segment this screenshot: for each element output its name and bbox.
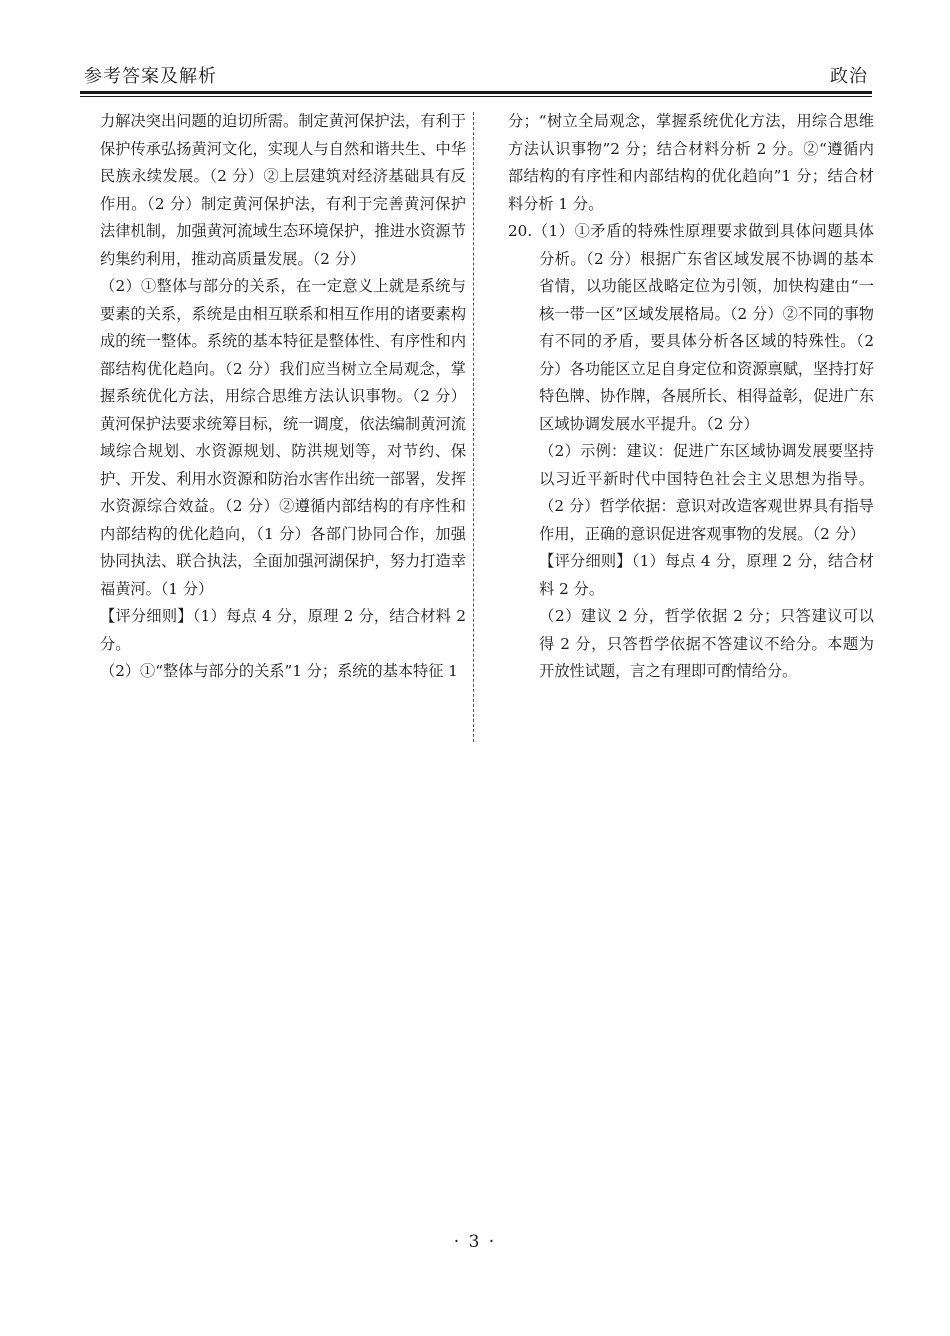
- page-header: [80, 60, 872, 90]
- paragraph: （2）建议 2 分，哲学依据 2 分；只答建议可以得 2 分，只答哲学依据不答建议不给分。本题为开放性试题，言之有理即可酌情给分。: [539, 607, 874, 680]
- left-column: [100, 108, 466, 686]
- column-divider: [473, 112, 474, 742]
- scoring-rules: 【评分细则】（1）每点 4 分，原理 2 分，结合材料 2 分。: [539, 552, 874, 598]
- paragraph: 力解决突出问题的迫切所需。制定黄河保护法，有利于保护传承弘扬黄河文化，实现人与自然和谐共生、中华民族永续发展。（2 分）②上层建筑对经济基础具有反作用。（2 分）制定黄河保护法，有利于完善黄河保护法律机制，加强黄河流域生态环境保护，推进水资源节约集约利用，推动高质量发展。（2 分）: [100, 112, 466, 268]
- paragraph: （2）示例：建议：促进广东区域协调发展要坚持以习近平新时代中国特色社会主义思想为指导。（2 分）哲学依据：意识对改造客观世界具有指导作用，正确的意识促进客观事物的发展。（2 分）: [539, 442, 874, 543]
- scoring-rules: 【评分细则】（1）每点 4 分，原理 2 分，结合材料 2 分。: [100, 607, 466, 653]
- right-column: [508, 108, 874, 686]
- header-rule-thick: [80, 91, 872, 94]
- paragraph: （2）①“整体与部分的关系”1 分；系统的基本特征 1: [100, 662, 458, 680]
- paragraph: 分；“树立全局观念，掌握系统优化方法，用综合思维方法认识事物”2 分；结合材料分析 2 分。②“遵循内部结构的有序性和内部结构的优化趋向”1 分；结合材料分析 1 分。: [508, 112, 874, 213]
- header-rule-thin: [80, 96, 872, 97]
- paragraph: （2）①整体与部分的关系，在一定意义上就是系统与要素的关系，系统是由相互联系和相互作用的诸要素构成的统一整体。系统的基本特征是整体性、有序性和内部结构优化趋向。（2 分）我们应当树立全局观念，掌握系统优化方法，用综合思维方法认识事物。（2 分）黄河保护法要求统筹目标，统一调度，依法编制黄河流域综合规划、水资源规划、防洪规划等，对节约、保护、开发、利用水资源和防治水害作出统一部署，发挥水资源综合效益。（2 分）②遵循内部结构的有序性和内部结构的优化趋向，（1 分）各部门协同合作，加强协同执法、联合执法，全面加强河湖保护，努力打造幸福黄河。（1 分）: [100, 277, 466, 598]
- question-20-answer: 20.（1）①矛盾的特殊性原理要求做到具体问题具体分析。（2 分）根据广东省区域发展不协调的基本省情，以功能区战略定位为引领，加快构建由“一核一带一区”区域发展格局。（2 分）②不同的事物有不同的矛盾，要具体分析各区域的特殊性。（2 分）各功能区立足自身定位和资源禀赋，坚持打好特色牌、协作牌，各展所长、相得益彰，促进广东区域协调发展水平提升。（2 分）: [508, 222, 874, 433]
- page-number: · 3 ·: [453, 1232, 497, 1252]
- header-left-title: 参考答案及解析: [84, 66, 217, 87]
- header-subject-title: 政治: [830, 66, 868, 87]
